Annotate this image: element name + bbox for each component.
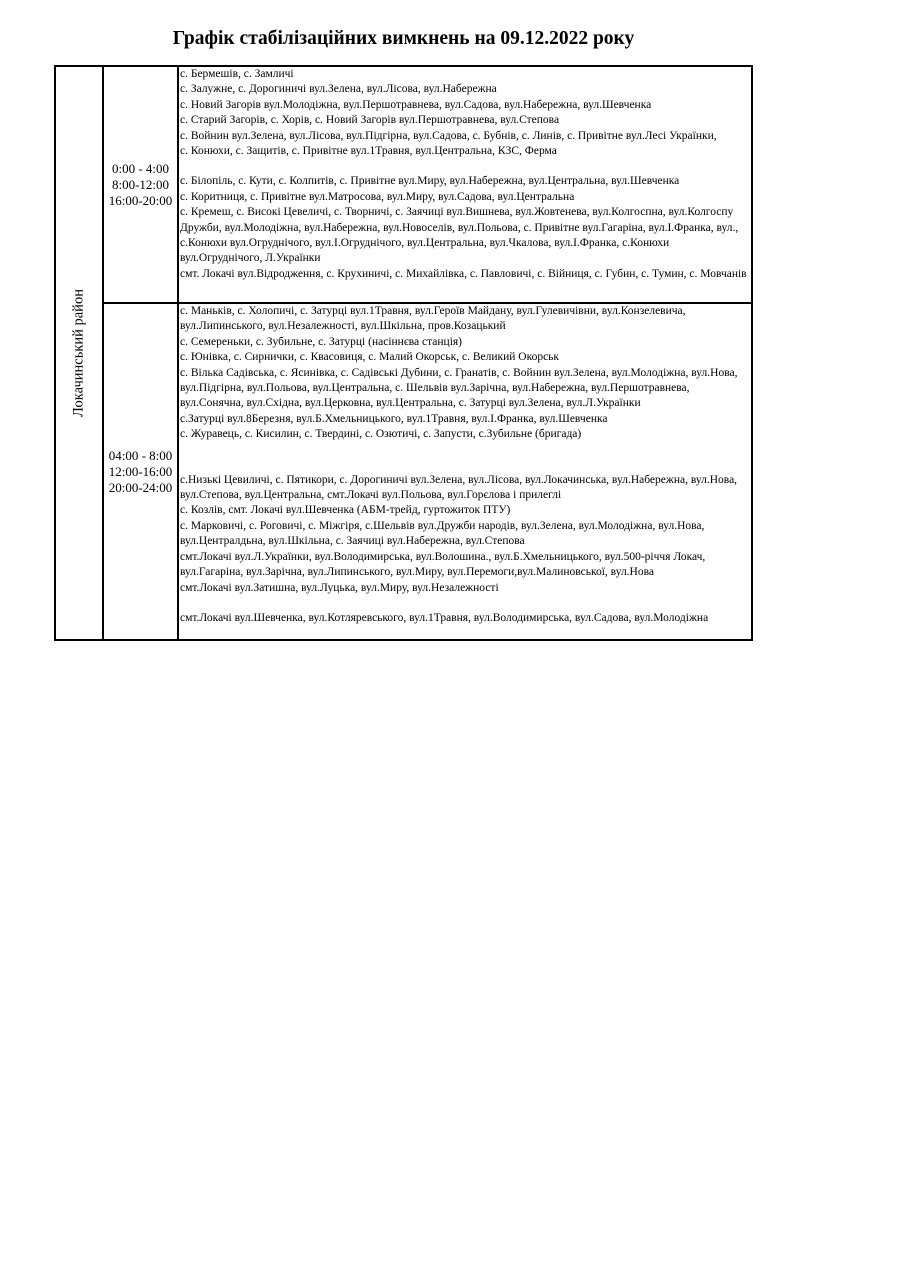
settlement-line: с. Войнин вул.Зелена, вул.Лісова, вул.Підгірна, вул.Садова, с. Бубнів, с. Линів, с. Привітне вул.Лесі Українки, [180, 129, 717, 142]
settlement-line: с. Вілька Садівська, с. Ясинівка, с. Садівські Дубини, с. Гранатів, с. Войнин вул.Зелена, вул.Молодіжна, вул.Нова, вул.Підгірна, вул.Польова, вул.Центральна, с. Шельвів вул.Зарічна, вул.Набережна, вул.Першотравнева, вул.Сонячна, вул.Східна, вул.Церковна, вул.Центральна, с. Затурці вул.Зелена, вул.Л.Українки [180, 366, 738, 410]
settlement-line: с. Кремеш, с. Високі Цевеличі, с. Творничі, с. Заячиці вул.Вишнева, вул.Жовтенева, вул.Колгоспна, вул.Колгоспу Дружби, вул.Молодіжна, вул.Набережна, вул.Новоселів, вул.Польова, с. Привітне вул.Гагаріна, вул.І.Франка, вул., с.Конюхи вул.Огруднічого, вул.І.Огруднічого, вул.Центральна, вул.Чкалова, вул.І.Франка, с.Конюхи вул.Огруднічого, Л.Українки [180, 206, 739, 265]
time-slot: 0:00 - 4:00 [111, 160, 170, 176]
settlements-cell [178, 66, 752, 303]
time-slots-cell [103, 303, 178, 640]
settlement-line: с. Маньків, с. Холопичі, с. Затурці вул.1Травня, вул.Героїв Майдану, вул.Гулевичівни, вул.Конзелевича, вул.Липинського, вул.Незалежності, вул.Шкільна, пров.Козацький [180, 305, 686, 333]
blank-line [179, 159, 751, 174]
settlement-line: с. Козлів, смт. Локачі вул.Шевченка (АБМ-трейд, гуртожиток ПТУ) [180, 504, 511, 517]
settlement-line: смт. Локачі вул.Відродження, с. Крухиничі, с. Михайлівка, с. Павловичі, с. Війниця, с. Губин, с. Тумин, с. Мовчанів [180, 267, 747, 280]
schedule-group-row [55, 303, 752, 640]
time-slot: 16:00-20:00 [108, 192, 173, 208]
settlement-line: с. Марковичі, с. Роговичі, с. Міжгіря, с.Шельвів вул.Дружби народів, вул.Зелена, вул.Молодіжна, вул.Нова, вул.Централдьна, вул.Шкільна, с. Заячиці вул.Набережна, вул.Степова [180, 519, 705, 548]
schedule-table [54, 65, 753, 641]
time-slots-cell [103, 66, 178, 303]
settlement-line: с. Семереньки, с. Зубильне, с. Затурці (насіннєва станція) [180, 335, 463, 348]
district-label: Локачинський район [70, 289, 87, 417]
settlement-line: с. Коритниця, с. Привітне вул.Матросова, вул.Миру, вул.Садова, вул.Центральна [180, 190, 575, 203]
settlement-line: с. Бермешів, с. Замличі [180, 68, 294, 80]
settlement-line: с.Затурці вул.8Березня, вул.Б.Хмельницького, вул.1Травня, вул.І.Франка, вул.Шевченка [180, 412, 608, 425]
schedule-group-row [55, 66, 752, 303]
settlement-line: смт.Локачі вул.Л.Українки, вул.Володимирська, вул.Волошина., вул.Б.Хмельницького, вул.500-річчя Локач, вул.Гагаріна, вул.Зарічна, вул.Липинського, вул.Миру, вул.Перемоги,вул.Малиновської, вул.Нова [180, 550, 706, 579]
time-slot: 20:00-24:00 [108, 479, 173, 495]
settlement-line: с. Конюхи, с. Защитів, с. Привітне вул.1Травня, вул.Центральна, КЗС, Ферма [180, 145, 557, 158]
settlement-line: с. Юнівка, с. Сирнички, с. Квасовиця, с. Малий Окорськ, с. Великий Окорськ [180, 351, 560, 364]
settlement-line: с. Білопіль, с. Кути, с. Колпитів, с. Привітне вул.Миру, вул.Набережна, вул.Центральна, вул.Шевченка [180, 175, 680, 188]
settlements-cell [178, 303, 752, 640]
time-slot: 8:00-12:00 [111, 176, 170, 192]
settlement-line: смт.Локачі вул.Затишна, вул.Луцька, вул.Миру, вул.Незалежності [180, 581, 499, 594]
settlement-line: с.Низькі Цевиличі, с. Пятикори, с. Дорогиничі вул.Зелена, вул.Лісова, вул.Локачинська, вул.Набережна, вул.Нова, вул.Степова, вул.Центральна, смт.Локачі вул.Польова, вул.Горєлова і прилеглі [180, 473, 738, 502]
time-slot: 12:00-16:00 [108, 463, 173, 479]
district-cell [55, 66, 103, 640]
blank-line [179, 458, 751, 473]
time-slot: 04:00 - 8:00 [108, 447, 173, 463]
blank-line [179, 596, 751, 611]
settlement-line: с. Старий Загорів, с. Хорів, с. Новий Загорів вул.Першотравнева, вул.Степова [180, 114, 560, 127]
settlement-line: с. Новий Загорів вул.Молодіжна, вул.Першотравнева, вул.Садова, вул.Набережна, вул.Шевченка [180, 98, 652, 111]
settlement-line: смт.Локачі вул.Шевченка, вул.Котляревського, вул.1Травня, вул.Володимирська, вул.Садова, вул.Молодіжна [180, 611, 709, 624]
settlement-line: с. Залужне, с. Дорогиничі вул.Зелена, вул.Лісова, вул.Набережна [180, 83, 497, 96]
settlement-line: с. Журавець, с. Кисилин, с. Твердині, с. Озютичі, с. Запусти, с.Зубильне (бригада) [180, 428, 582, 441]
blank-line [179, 443, 751, 458]
page-title: Графік стабілізаційних вимкнень на 09.12.2022 року [172, 28, 635, 49]
